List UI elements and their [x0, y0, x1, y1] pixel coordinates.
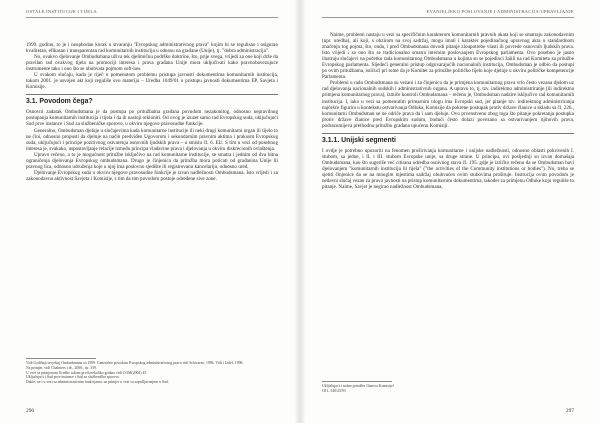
left-footnotes	[26, 358, 278, 385]
left-section-paragraph-3: Upravo rečeno, a to je mogućnost pritužbe isključivo na rad komunitarne institucije, se smatra i jednim od dva bitna ograničenja djelovanja Evropskog ombudsmana. Drugo je činjenica da pritužba mora poticati od građanina Unije ili pravnog lica, odnosno udruženja koje u njoj ima poslovno sjedište ili registrovanu kancelariju, odnosno ured.	[26, 151, 278, 170]
right-page	[300, 0, 600, 423]
left-running-head: OSTALE INSTITUCIJE I TIJELA	[26, 8, 278, 18]
left-paragraph-3: U svakom slučaju, kada je riječ o pomenutom problemu pristupa javnosti dokumentima komunitarnih institucija, tokom 2001. je usvojen akt koji reguliše ovu materiju – Uredba 1049/01 o pristupu javnosti dokumentima EP, Savjeta i Komisije.	[26, 72, 278, 91]
left-footnote-4: Uključujući i Sud prve instance i Sud za službeničke sporove.	[26, 375, 120, 380]
right-paragraph-1: Naime, problemi nastaju u vezi sa specifičnim karakterom komunitarnih pravnih akata koji se smatraju zakonodavnim (npr. uredba), ali koji, s obzirom na svoj sadržaj, mogu imati i karakter pojedinačnog upravnog akta u standardnom značenju tog pojma, što, onda, i pred Ombudsmana dovodi pitanje zloupotrebe vlasti ili povrede osnovnih ljudskih prava. Isto vrijedi i za ono što se tradicionalno smatra internim poslovanjem Evropskog parlamenta. Ovo posebno je jasno ilustruju slučajevi na početku rada komunitarnog Ombudsmana u kojima su se pojedinci žalili na rad Komiteta za pritužbe Evropskog parlamenta. Sljedeći generalni pristup odgovarajućih nacionalnih institucija, Ombudsman je odbio da postupi po ovim pritužbama, ističući pri tome da je Komitet za pritužbe političko tijelo koje djeluje u okviru političke kompetencije Parlamenta.	[322, 32, 574, 81]
left-footnote-rule	[26, 358, 96, 359]
left-paragraph-1: 1999. godinu, to je i neophodan korak u stvaranju "Evropskog administrativnog prava" kojim bi se regulisao i osigurao kvalitetan, efikasan i transparentan rad komunitarnih institucija u odnosu na građane (Unije), tj. "dobra administracija".	[26, 42, 278, 55]
left-paragraph-2: No, ovakvo djelovanje Ombudsmana uživa tek djelimičnu podršku doktrine, što, prije svega, vrijedi za one koji drže da pravilan rad ovakvog tijela na promociji interesa i prava građana Unije mora uključivati kako pravnobavezujuće instrumente tako i ono što se obuhvata pojmom soft-law.	[26, 54, 278, 73]
left-footnote-1: Vidi Godišnji izvještaj Ombudsmana za 1999. Generalno povodom Evropskog administrativnog prava vidi Schwarze, 1996. Vidi i Lidel, 1996.	[26, 361, 244, 365]
left-page-body	[26, 42, 278, 182]
left-section-heading: 3.1. Povodom čega?	[26, 98, 93, 106]
left-page-number: 296	[26, 408, 35, 414]
left-section-paragraph-1: Osnovni zadatak Ombudsmana je da postupa po pritužbama građana povodom nezakonitog, odnosno nepravilnog postupanja komunitarnih institucija i tijela i da ih nastoji otkloniti. Od ovog je izuzet samo rad Evropskog suda, uključujući Sud prve instance i Sud za službeničke sporove, u okviru njegove pravosudne funkcije.	[26, 109, 278, 128]
right-paragraph-2: Problemi u radu Ombudsmana su vezani i za činjenicu da je primjena komunitarnog prava vrlo često vezana djelom uz rad djelovanja nacionalnih sudskih i administrativnih organa. A upravo to, tj. tzv. indirektno administriranje (ili indirektna primjena komunitarnog prava), izmiče kontroli Ombudsmana – rečeno je, Ombudsman nadzire isključivo rad komunitarnih institucija. I, iako u vezi sa pomenutim primarnim ulogu ima Evropski sud, jer pitanje tzv. indirektnog administriranja najčešće figurira u kontekstu ostvarivanja Odluka, Komisije da pokrene postupak protiv države članice u skladu sa čl. 226., komunitarni Ombudsman se ne odriče prava da i sam djeluje. Ovo prvenstveno zbog toga što pitanje pokretanja postupka protiv države članice pred Evropskim sudom, budući često dolazi povezano sa ostvarivanjem njihovih prava, podrazumijeva prethodnu pritužbu građana upućenu Komisiji.	[322, 80, 574, 129]
right-footnote-1: Uključujući i sudne pritužbe članova Komisije!	[322, 384, 395, 388]
book-gutter-shadow	[294, 0, 306, 423]
left-section-rule	[26, 94, 278, 105]
right-section-heading: 3.1.1. Unijski segmenti	[322, 136, 396, 144]
right-footnote-rule	[322, 381, 392, 382]
left-footnote-3: U vezi sa primjenom Uredbe tokom prvih nekoliko godina vidi COM(2004) 45.	[26, 370, 148, 375]
right-page-body	[322, 32, 574, 190]
right-section-paragraph-1: I ovdje je potrebno upozoriti na fenomen proširivanja komunitarne i unijske nadležnosti, odnosno oblasti pokrivenih I. stubom, sa jedne, i II. i III. stubom Evropske unije, sa druge strane. U principu, ovi posljednji su izvan domašaja Ombudsmana, kao što sugeriše već citirana odredba osnivnog stava čl. 195. gdje je izričito rečeno da se Ombudsman bavi djelovanjem "komunitarnih institucija ili tijela" ("the activities of the Community institutions or bodies"). No, treba se sjetiti činjenice da se na mnogim mjestima sadržaj obuhvaćen ovim stubovima proširuje. Instrucija ovim povodom je nedavni slučaj vezan za pravo javnosti na pristup komunitarnim dokumentima, također za primjenu Odluke koju reguliše to pitanje. Naime, Savjet je negirao nadležnost Ombudsmana,	[322, 147, 574, 191]
left-footnote-2: Na primjer, vidi Chalmers i dr., 2006., str. 339.	[26, 365, 98, 370]
left-footnote-5: Dakle, ne i u vezi sa administrativnim funkcijama, na primjer u vezi sa zapošljavanjem u Sud.	[26, 380, 169, 385]
right-running-head: EVANJELJEKO POSLOVANJE I ADMINISTRACIJA/UPRAVLJANJE	[322, 8, 574, 18]
right-footnotes	[322, 381, 574, 394]
left-section-paragraph-4: Djelovanje Evropskog suda u okviru njegove pravosudne funkcije je izvan nadležnosti Ombudsmana. Isto vrijedi i za zakonodavnu aktivnost Savjeta i Komisije, s tim da tim povodom postoje određene sive zone.	[26, 169, 278, 182]
left-section-paragraph-2: Generalno, Ombudsman djeluje u slučajevima kada komunitarne institucije ili neki drugi komunitarni organ ili tijelo to ne čini, odnosno propusti da djeluje na način predviđen Ugovorom i sekundarnim pravnim aktima i praksom Evropskog suda, uključujući i principe pozitivnog ostvarenja osnovnih ljudskih prava – u smislu čl. 6. EU. S tim u vezi od posebnog interesa je, svakako, uspostavljanje relacije između principa vladavine prava i djelovanja u okviru diskrecionih ovlaštenja.	[26, 127, 278, 152]
right-section-rule	[322, 133, 574, 144]
right-page-number: 297	[565, 408, 574, 414]
right-footnote-2: OJ L 340/43/93	[322, 388, 346, 393]
